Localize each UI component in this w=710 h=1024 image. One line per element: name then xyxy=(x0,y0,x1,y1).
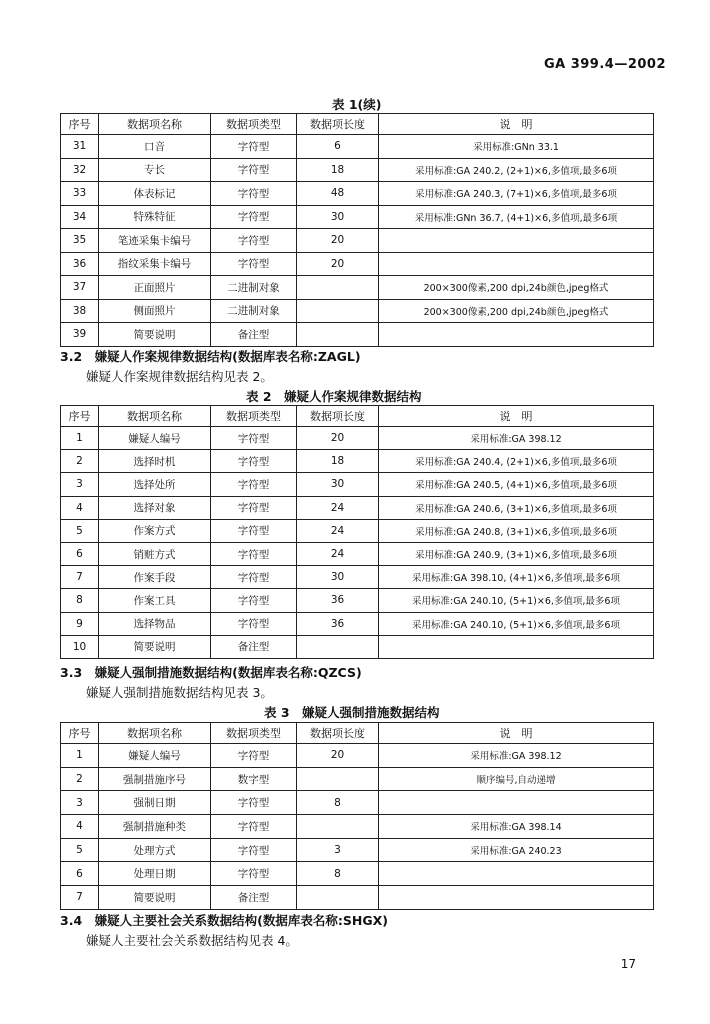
cell-field-length: 20 xyxy=(297,744,379,768)
cell-field-length: 8 xyxy=(297,791,379,815)
table2 xyxy=(60,405,654,659)
cell-field-length: 36 xyxy=(297,589,379,612)
cell-description: 采用标准:GA 398.12 xyxy=(379,744,654,768)
table3 xyxy=(60,722,654,910)
cell-field-name: 选择物品 xyxy=(99,612,211,635)
cell-description: 采用标准:GA 398.10, (4+1)×6,多值项,最多6项 xyxy=(379,566,654,589)
cell-description: 采用标准:GNn 33.1 xyxy=(379,135,654,159)
cell-field-name: 作案方式 xyxy=(99,519,211,542)
cell-field-length: 30 xyxy=(297,473,379,496)
cell-field-length xyxy=(297,276,379,300)
cell-field-length: 24 xyxy=(297,542,379,565)
column-header-field-length: 数据项长度 xyxy=(297,406,379,427)
cell-field-length: 18 xyxy=(297,158,379,182)
cell-field-type: 字符型 xyxy=(211,862,297,886)
column-header-seq: 序号 xyxy=(61,723,99,744)
column-header-field-type: 数据项类型 xyxy=(211,114,297,135)
cell-field-name: 简要说明 xyxy=(99,323,211,347)
cell-field-type: 字符型 xyxy=(211,182,297,206)
cell-field-length: 20 xyxy=(297,427,379,450)
cell-field-type: 数字型 xyxy=(211,767,297,791)
header-row xyxy=(61,114,654,135)
cell-description: 采用标准:GA 240.3, (7+1)×6,多值项,最多6项 xyxy=(379,182,654,206)
cell-field-type: 备注型 xyxy=(211,635,297,658)
table-row xyxy=(61,323,654,347)
cell-seq: 35 xyxy=(61,229,99,253)
cell-field-type: 备注型 xyxy=(211,323,297,347)
cell-field-length: 8 xyxy=(297,862,379,886)
cell-seq: 39 xyxy=(61,323,99,347)
cell-field-length: 24 xyxy=(297,496,379,519)
cell-field-length: 20 xyxy=(297,229,379,253)
cell-seq: 1 xyxy=(61,427,99,450)
section-3-2-heading: 3.2 嫌疑人作案规律数据结构(数据库表名称:ZAGL) xyxy=(60,349,361,364)
cell-seq: 32 xyxy=(61,158,99,182)
cell-field-length: 30 xyxy=(297,566,379,589)
section-3-4-text: 嫌疑人主要社会关系数据结构见表 4。 xyxy=(86,933,298,948)
section-3-4-heading: 3.4 嫌疑人主要社会关系数据结构(数据库表名称:SHGX) xyxy=(60,913,388,928)
table-row xyxy=(61,886,654,910)
table-row xyxy=(61,744,654,768)
cell-field-name: 选择时机 xyxy=(99,450,211,473)
cell-field-name: 嫌疑人编号 xyxy=(99,744,211,768)
cell-description xyxy=(379,229,654,253)
cell-description: 200×300像素,200 dpi,24b颜色,jpeg格式 xyxy=(379,299,654,323)
cell-description: 采用标准:GNn 36.7, (4+1)×6,多值项,最多6项 xyxy=(379,205,654,229)
cell-field-length xyxy=(297,767,379,791)
cell-field-name: 笔迹采集卡编号 xyxy=(99,229,211,253)
cell-field-type: 字符型 xyxy=(211,612,297,635)
cell-field-type: 字符型 xyxy=(211,473,297,496)
cell-field-length xyxy=(297,635,379,658)
column-header-seq: 序号 xyxy=(61,406,99,427)
cell-description: 采用标准:GA 240.10, (5+1)×6,多值项,最多6项 xyxy=(379,612,654,635)
cell-field-name: 强制措施序号 xyxy=(99,767,211,791)
cell-seq: 7 xyxy=(61,566,99,589)
cell-description xyxy=(379,323,654,347)
table-row xyxy=(61,589,654,612)
table-row xyxy=(61,276,654,300)
table-row xyxy=(61,566,654,589)
table-row xyxy=(61,791,654,815)
cell-seq: 6 xyxy=(61,862,99,886)
cell-field-length: 36 xyxy=(297,612,379,635)
section-3-2-text: 嫌疑人作案规律数据结构见表 2。 xyxy=(86,369,273,384)
table1 xyxy=(60,113,654,347)
column-header-field-length: 数据项长度 xyxy=(297,114,379,135)
cell-description: 采用标准:GA 240.23 xyxy=(379,838,654,862)
cell-field-type: 字符型 xyxy=(211,252,297,276)
table2-caption: 表 2 嫌疑人作案规律数据结构 xyxy=(246,389,422,404)
cell-field-name: 选择对象 xyxy=(99,496,211,519)
column-header-description: 说 明 xyxy=(379,406,654,427)
cell-field-type: 字符型 xyxy=(211,791,297,815)
table-row xyxy=(61,635,654,658)
table-row xyxy=(61,815,654,839)
table-row xyxy=(61,496,654,519)
table-row xyxy=(61,252,654,276)
cell-field-length xyxy=(297,299,379,323)
cell-field-length: 24 xyxy=(297,519,379,542)
cell-seq: 1 xyxy=(61,744,99,768)
table-row xyxy=(61,135,654,159)
cell-field-type: 字符型 xyxy=(211,589,297,612)
header-row xyxy=(61,723,654,744)
column-header-description: 说 明 xyxy=(379,723,654,744)
cell-seq: 4 xyxy=(61,496,99,519)
table1-caption: 表 1(续) xyxy=(332,97,382,112)
cell-seq: 10 xyxy=(61,635,99,658)
cell-description xyxy=(379,862,654,886)
cell-description: 顺序编号,自动递增 xyxy=(379,767,654,791)
cell-field-length: 30 xyxy=(297,205,379,229)
cell-field-type: 字符型 xyxy=(211,427,297,450)
cell-description: 采用标准:GA 240.8, (3+1)×6,多值项,最多6项 xyxy=(379,519,654,542)
cell-field-name: 销赃方式 xyxy=(99,542,211,565)
cell-field-name: 嫌疑人编号 xyxy=(99,427,211,450)
cell-seq: 38 xyxy=(61,299,99,323)
cell-field-name: 作案工具 xyxy=(99,589,211,612)
table-row xyxy=(61,838,654,862)
cell-field-type: 字符型 xyxy=(211,496,297,519)
cell-field-type: 字符型 xyxy=(211,158,297,182)
cell-field-name: 正面照片 xyxy=(99,276,211,300)
column-header-field-type: 数据项类型 xyxy=(211,723,297,744)
cell-seq: 3 xyxy=(61,473,99,496)
cell-field-name: 简要说明 xyxy=(99,635,211,658)
cell-field-length: 48 xyxy=(297,182,379,206)
table-row xyxy=(61,229,654,253)
table3-caption: 表 3 嫌疑人强制措施数据结构 xyxy=(264,705,440,720)
table-row xyxy=(61,862,654,886)
cell-seq: 3 xyxy=(61,791,99,815)
cell-field-type: 二进制对象 xyxy=(211,276,297,300)
cell-field-length: 20 xyxy=(297,252,379,276)
column-header-field-name: 数据项名称 xyxy=(99,406,211,427)
column-header-field-name: 数据项名称 xyxy=(99,114,211,135)
cell-field-type: 字符型 xyxy=(211,542,297,565)
cell-field-name: 处理方式 xyxy=(99,838,211,862)
table-row xyxy=(61,450,654,473)
table-row xyxy=(61,767,654,791)
standard-number: GA 399.4—2002 xyxy=(543,57,666,72)
cell-field-length: 3 xyxy=(297,838,379,862)
cell-field-length: 6 xyxy=(297,135,379,159)
table-row xyxy=(61,299,654,323)
cell-seq: 33 xyxy=(61,182,99,206)
cell-seq: 37 xyxy=(61,276,99,300)
cell-field-name: 指纹采集卡编号 xyxy=(99,252,211,276)
cell-field-name: 侧面照片 xyxy=(99,299,211,323)
cell-description: 采用标准:GA 240.4, (2+1)×6,多值项,最多6项 xyxy=(379,450,654,473)
cell-field-name: 强制措施种类 xyxy=(99,815,211,839)
cell-field-type: 备注型 xyxy=(211,886,297,910)
cell-field-name: 口音 xyxy=(99,135,211,159)
cell-field-type: 字符型 xyxy=(211,744,297,768)
cell-seq: 5 xyxy=(61,519,99,542)
cell-field-name: 强制日期 xyxy=(99,791,211,815)
cell-description: 采用标准:GA 240.9, (3+1)×6,多值项,最多6项 xyxy=(379,542,654,565)
cell-field-name: 简要说明 xyxy=(99,886,211,910)
table-row xyxy=(61,182,654,206)
cell-description: 采用标准:GA 240.10, (5+1)×6,多值项,最多6项 xyxy=(379,589,654,612)
cell-seq: 2 xyxy=(61,767,99,791)
cell-field-name: 作案手段 xyxy=(99,566,211,589)
cell-field-name: 选择处所 xyxy=(99,473,211,496)
cell-seq: 8 xyxy=(61,589,99,612)
table-row xyxy=(61,205,654,229)
column-header-seq: 序号 xyxy=(61,114,99,135)
column-header-field-name: 数据项名称 xyxy=(99,723,211,744)
cell-field-type: 字符型 xyxy=(211,838,297,862)
table-row xyxy=(61,427,654,450)
cell-field-type: 二进制对象 xyxy=(211,299,297,323)
cell-description xyxy=(379,252,654,276)
cell-seq: 36 xyxy=(61,252,99,276)
section-3-3-heading: 3.3 嫌疑人强制措施数据结构(数据库表名称:QZCS) xyxy=(60,665,362,680)
cell-field-type: 字符型 xyxy=(211,229,297,253)
cell-description: 采用标准:GA 240.5, (4+1)×6,多值项,最多6项 xyxy=(379,473,654,496)
table-row xyxy=(61,612,654,635)
page-number: 17 xyxy=(620,957,636,971)
cell-seq: 4 xyxy=(61,815,99,839)
cell-description xyxy=(379,635,654,658)
column-header-field-type: 数据项类型 xyxy=(211,406,297,427)
table-row xyxy=(61,542,654,565)
cell-description: 采用标准:GA 398.12 xyxy=(379,427,654,450)
header-row xyxy=(61,406,654,427)
cell-seq: 31 xyxy=(61,135,99,159)
cell-seq: 6 xyxy=(61,542,99,565)
cell-field-name: 专长 xyxy=(99,158,211,182)
cell-description: 采用标准:GA 240.6, (3+1)×6,多值项,最多6项 xyxy=(379,496,654,519)
table-row xyxy=(61,158,654,182)
column-header-description: 说 明 xyxy=(379,114,654,135)
table-row xyxy=(61,473,654,496)
cell-seq: 9 xyxy=(61,612,99,635)
cell-field-type: 字符型 xyxy=(211,135,297,159)
cell-field-name: 体表标记 xyxy=(99,182,211,206)
cell-field-length xyxy=(297,323,379,347)
cell-field-type: 字符型 xyxy=(211,519,297,542)
cell-field-name: 特殊特征 xyxy=(99,205,211,229)
cell-description xyxy=(379,791,654,815)
section-3-3-text: 嫌疑人强制措施数据结构见表 3。 xyxy=(86,685,273,700)
cell-seq: 2 xyxy=(61,450,99,473)
table-row xyxy=(61,519,654,542)
cell-description: 采用标准:GA 240.2, (2+1)×6,多值项,最多6项 xyxy=(379,158,654,182)
cell-description: 采用标准:GA 398.14 xyxy=(379,815,654,839)
cell-field-type: 字符型 xyxy=(211,450,297,473)
cell-seq: 5 xyxy=(61,838,99,862)
cell-seq: 34 xyxy=(61,205,99,229)
cell-field-length xyxy=(297,886,379,910)
cell-description xyxy=(379,886,654,910)
cell-description: 200×300像素,200 dpi,24b颜色,jpeg格式 xyxy=(379,276,654,300)
cell-seq: 7 xyxy=(61,886,99,910)
cell-field-length: 18 xyxy=(297,450,379,473)
cell-field-length xyxy=(297,815,379,839)
column-header-field-length: 数据项长度 xyxy=(297,723,379,744)
cell-field-type: 字符型 xyxy=(211,205,297,229)
cell-field-name: 处理日期 xyxy=(99,862,211,886)
cell-field-type: 字符型 xyxy=(211,566,297,589)
cell-field-type: 字符型 xyxy=(211,815,297,839)
